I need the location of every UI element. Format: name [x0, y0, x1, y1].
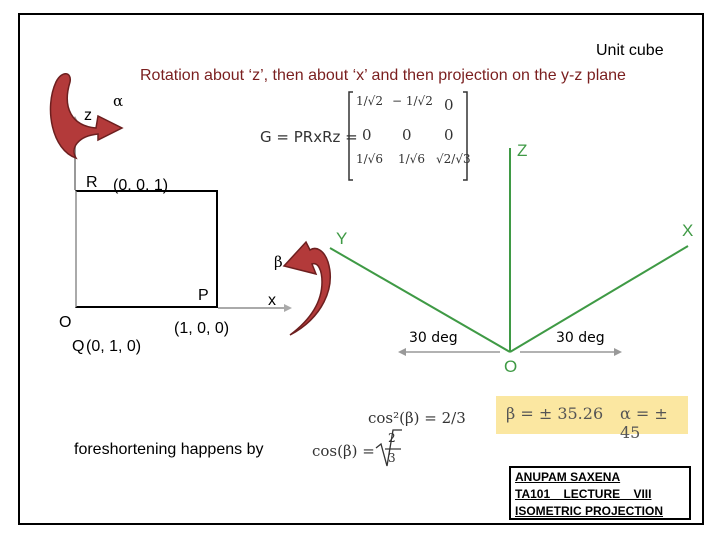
beta-label: β [274, 253, 283, 271]
result-highlight-box [496, 396, 688, 442]
R-coordinate: (0, 0, 1) [113, 177, 169, 194]
matrix-cell: 1/√2 [356, 94, 383, 108]
cos-numerator: 2 [388, 431, 396, 445]
cube-face-square [75, 190, 218, 308]
matrix-cell: 1/√6 [356, 152, 383, 166]
origin-label: O [504, 357, 518, 376]
Q-coordinate: (0, 1, 0) [86, 338, 142, 355]
matrix-cell: 0 [444, 96, 454, 114]
z-label: z [84, 107, 92, 124]
matrix-cell: 0 [362, 126, 372, 144]
credit-course: TA101 LECTURE VIII [515, 487, 652, 501]
slide-subtitle: Rotation about ‘z’, then about ‘x’ and then projection on the y-z plane [140, 67, 626, 84]
matrix-lhs: G = PRxRz = [260, 128, 358, 146]
P-label: P [198, 287, 209, 304]
cos-equation: cos(β) = [312, 442, 375, 460]
ref-arrowhead-left [398, 348, 406, 356]
P-coordinate: (1, 0, 0) [174, 320, 230, 337]
matrix-cell: 0 [402, 126, 412, 144]
matrix-bracket-right [463, 92, 467, 180]
x-axis-arrowhead [284, 304, 292, 312]
ref-arrowhead-right [614, 348, 622, 356]
beta-result: β = ± 35.26 [506, 404, 604, 423]
Z-axis-label: Z [517, 141, 528, 160]
matrix-cell: 1/√6 [398, 152, 425, 166]
matrix-cell: √2/√3 [436, 152, 471, 166]
matrix-cell: − 1/√2 [392, 94, 433, 108]
x-label: x [268, 292, 276, 309]
foreshortening-note: foreshortening happens by [74, 441, 264, 458]
angle-label-left: 30 deg [409, 330, 458, 346]
credit-topic: ISOMETRIC PROJECTION [515, 504, 664, 518]
matrix-cell: 0 [444, 126, 454, 144]
credit-box [509, 466, 691, 520]
O-label: O [59, 314, 72, 331]
Q-label: Q [72, 338, 85, 355]
alpha-result: α = ± 45 [620, 404, 668, 442]
X-axis-label: X [682, 221, 694, 240]
credit-author: ANUPAM SAXENA [515, 470, 621, 484]
rotation-arrow-x [284, 242, 330, 335]
alpha-label: α [113, 92, 124, 110]
angle-label-right: 30 deg [556, 330, 605, 346]
cos-denominator: 3 [388, 451, 396, 465]
Y-axis-label: Y [336, 229, 348, 248]
R-label: R [86, 174, 98, 191]
slide-title: Unit cube [596, 42, 664, 59]
cos-squared-equation: cos²(β) = 2/3 [368, 409, 466, 427]
